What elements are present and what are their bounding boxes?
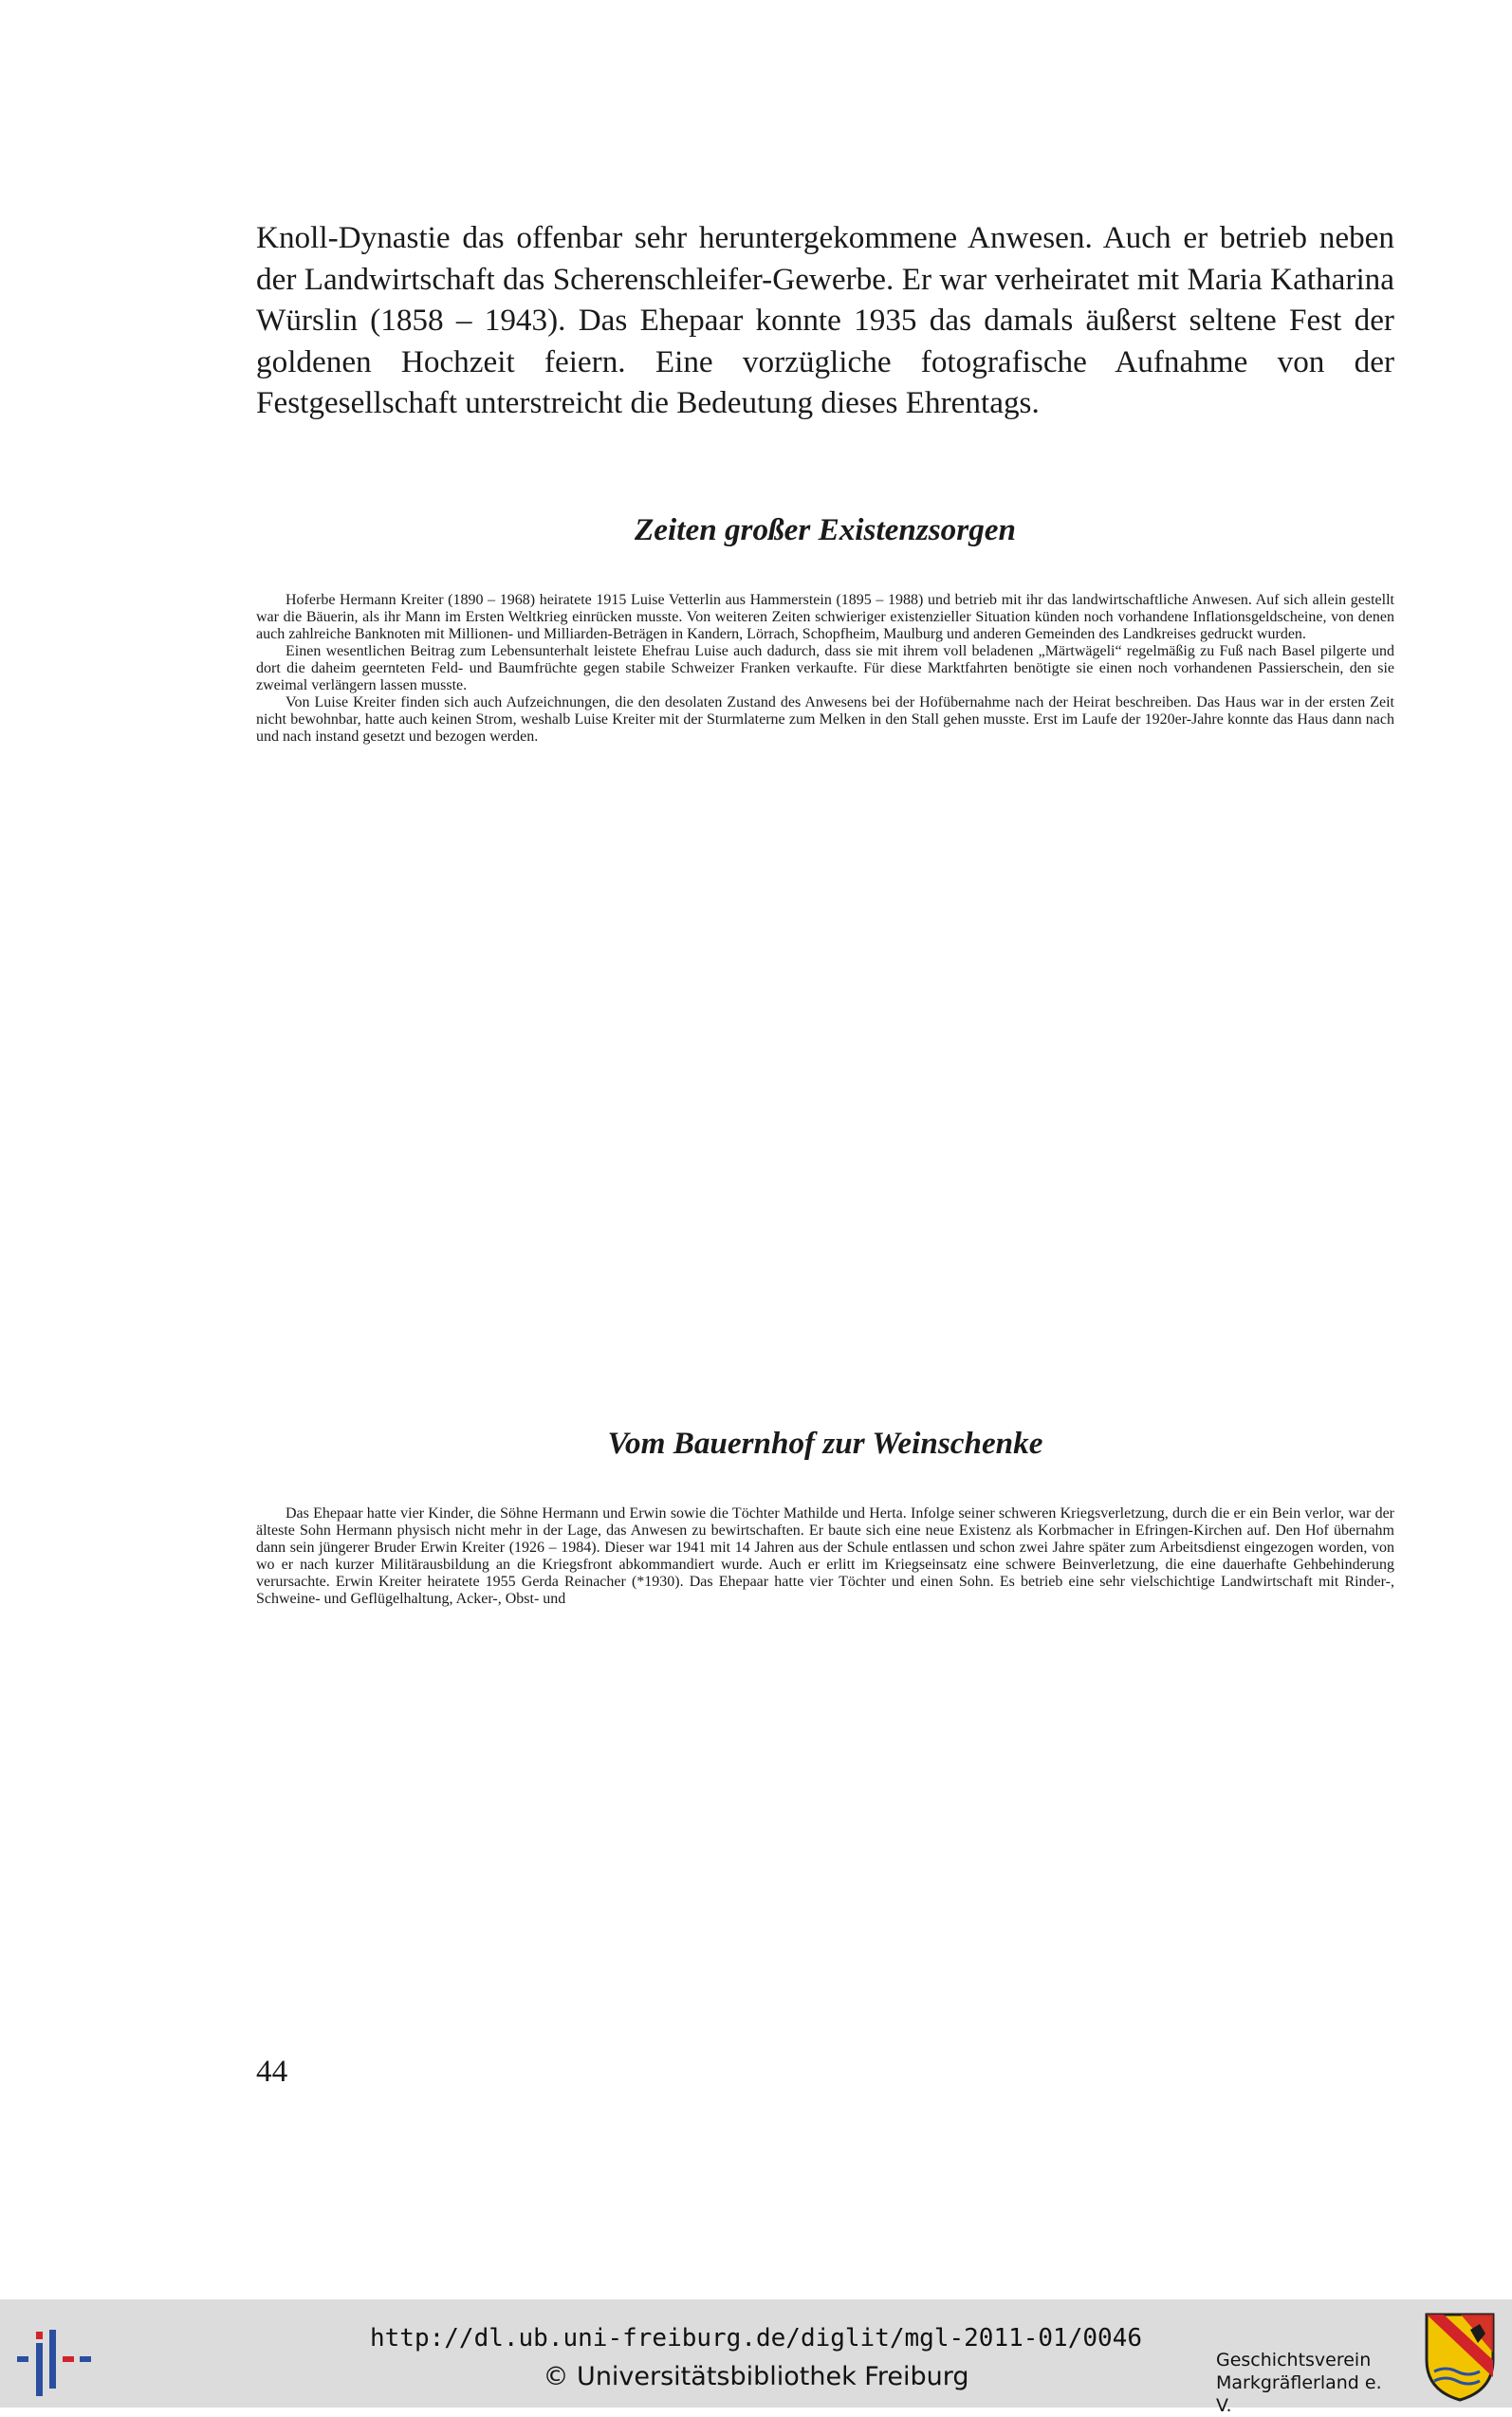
body-text-block-3 bbox=[256, 1505, 1394, 1608]
section-heading-2: Vom Bauernhof zur Weinschenke bbox=[607, 1426, 1043, 1461]
paragraph: Hoferbe Hermann Kreiter (1890 – 1968) heiratete 1915 Luise Vetterlin aus Hammerstein (1895 – 1988) und betrieb mit ihr das landwirtschaftliche Anwesen. Auf sich allein gestellt war die Bäuerin, als ihr Mann im Ersten Weltkrieg einrücken musste. Von weiteren Zeiten schwieriger existenzieller Situation künden noch vorhandene Inflationsgeldscheine, von denen auch zahlreiche Banknoten mit Millionen- und Milliarden-Beträgen in Kandern, Lörrach, Schopfheim, Maulburg und anderen Gemeinden des Landkreises gedruckt wurden. bbox=[256, 592, 1394, 642]
association-name bbox=[1216, 2349, 1396, 2417]
page-number: 44 bbox=[256, 2054, 288, 2089]
paragraph: Das Ehepaar hatte vier Kinder, die Söhne Hermann und Erwin sowie die Töchter Mathilde und Herta. Infolge seiner schweren Kriegsverletzung, durch die er ein Bein verlor, war der älteste Sohn Hermann physisch nicht mehr in der Lage, das Anwesen zu bewirtschaften. Er baute sich eine neue Existenz als Korbmacher in Efringen-Kirchen auf. Den Hof übernahm dann sein jüngerer Bruder Erwin Kreiter (1926 – 1984). Dieser war 1941 mit 14 Jahren aus der Schule entlassen und schon zwei Jahre später zum Arbeitsdienst eingezogen worden, von wo er nach kurzer Militärausbildung an die Kriegsfront abkommandiert wurde. Auch er erlitt im Kriegseinsatz eine schwere Beinverletzung, die eine dauerhafte Gehbehinderung verursachte. Erwin Kreiter heiratete 1955 Gerda Reinacher (*1930). Das Ehepaar hatte vier Töchter und einen Sohn. Es betrieb eine sehr vielschichtige Landwirtschaft mit Rinder-, Schweine- und Geflügelhaltung, Acker-, Obst- und bbox=[256, 1505, 1394, 1607]
body-text-block-2 bbox=[256, 592, 1394, 746]
association-line-2: Markgräflerland e. V. bbox=[1216, 2372, 1382, 2416]
paragraph: Von Luise Kreiter finden sich auch Aufzeichnungen, die den desolaten Zustand des Anwesens bei der Hofübernahme nach der Heirat beschreiben. Das Haus war in der ersten Zeit nicht bewohnbar, hatte auch keinen Strom, weshalb Luise Kreiter mit der Sturmlaterne zum Melken in den Stall gehen musste. Erst im Laufe der 1920er-Jahre konnte das Haus dann nach und nach instand gesetzt und bezogen werden. bbox=[256, 694, 1394, 745]
association-line-1: Geschichtsverein bbox=[1216, 2350, 1372, 2371]
markgraeflerland-crest-icon bbox=[1423, 2311, 1497, 2402]
body-text-block-1 bbox=[256, 217, 1394, 424]
footer-url-link[interactable]: http://dl.ub.uni-freiburg.de/diglit/mgl-2011-01/0046 bbox=[370, 2324, 1142, 2352]
section-heading-1: Zeiten großer Existenzsorgen bbox=[635, 512, 1016, 547]
footer-copyright: © Universitätsbibliothek Freiburg bbox=[543, 2362, 969, 2391]
footer-bar bbox=[0, 2299, 1512, 2416]
paragraph: Einen wesentlichen Beitrag zum Lebensunterhalt leistete Ehefrau Luise auch dadurch, dass sie mit ihrem voll beladenen „Märtwägeli“ regelmäßig zu Fuß nach Basel pilgerte und dort die daheim geernteten Feld- und Baumfrüchte gegen stabile Schweizer Franken verkaufte. Für diese Marktfahrten benötigte sie einen noch vorhandenen Passierschein, den sie zweimal verlängern lassen musste. bbox=[256, 643, 1394, 693]
paragraph: Knoll-Dynastie das offenbar sehr heruntergekommene Anwesen. Auch er betrieb neben der Landwirtschaft das Scherenschleifer-Gewerbe. Er war verheiratet mit Maria Katharina Würslin (1858 – 1943). Das Ehepaar konnte 1935 das damals äußerst seltene Fest der goldenen Hochzeit feiern. Eine vorzügliche fotografische Aufnahme von der Festgesellschaft unterstreicht die Bedeutung dieses Ehrentags. bbox=[256, 220, 1394, 421]
